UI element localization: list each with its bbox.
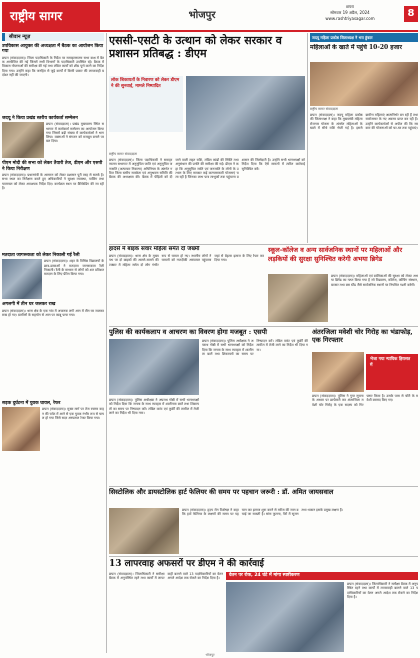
- left-story-4-body: छपरा (संवाददाता)। शहर के विभिन्न विद्यालयों के छात्र-छात्राओं ने मतदाता जागरूकता रैली निकाली। रैली के माध्यम से लोगों को शत प्रतिशत मतदान के लिए प्रेरित किया गया।: [44, 259, 104, 277]
- right-top-headline: महिलाओं के खाते में पहुंचे 10-20 हजार: [310, 44, 402, 51]
- left-story-6-body: छपरा (संवाददाता)। मुख्य मार्ग पर तेज रफ्तार वाहन की चपेट में आने से एक युवक गंभीर रूप से घायल हो गया जिसे सदर अस्पताल रेफर किया गया।: [42, 407, 104, 420]
- police-headline: पुलिस की कार्यकलाप व आचरण का विवरण होगा मजबूत : एसपी: [109, 328, 268, 336]
- final-body: छपरा (संवाददाता)। जिलाधिकारी ने समीक्षा बैठक में अनुपस्थित रहने तथा कार्यों में लापरवाही बरतने वाले 13 पदाधिकारियों का वेतन अगले आदेश तक रोकने का निर्देश दिया है।: [109, 572, 223, 581]
- main-byline: राष्ट्रीय सागर संवाददाता: [109, 152, 138, 156]
- final-headline: 13 लापरवाह अफसरों पर डीएम ने की कार्रवाई: [109, 559, 264, 569]
- masthead-divider: [2, 30, 418, 32]
- left-story-6-headline: सड़क दुर्घटना में युवक घायल, रेफर: [2, 400, 61, 406]
- mid-headline: हादसे में बाइक सवार महिला समेत दो जख्मी: [109, 246, 200, 252]
- left-section-title: सीवान न्यूज़: [2, 33, 104, 41]
- bottom-headline: सिस्टोलिक और डायस्टोलिक हार्ट फेलियर की समय पर पहचान जरूरी : डॉ. अमित जायसवाल: [109, 488, 334, 496]
- final-body-continued: छपरा (संवाददाता)। जिलाधिकारी ने समीक्षा बैठक में अनुपस्थित रहने तथा कार्यों में लापरवाही बरतने वाले 13 पदाधिकारियों का वेतन अगले आदेश तक रोकने का निर्देश दिया है।: [347, 582, 418, 599]
- left-story-5-body: छपरा (संवाददाता)। थाना क्षेत्र के एक गांव में अचानक लगी आग में तीन घर जलकर राख हो गए। ग्रामीणों के सहयोग से आग पर काबू पाया गया।: [2, 308, 104, 318]
- main-body: छपरा (संवाददाता)। जिला पदाधिकारी ने समाहरणालय सभागार में अनुसूचित जाति एवं अनुसूचित जनजाति (अत्याचार निवारण) अधिनियम के अंतर्गत गठित जिला स्तरीय सतर्कता एवं अनुश्रवण समिति की बैठक की अध्यक्षता की। बैठक में पीड़ितों को दी जाने वाली राहत राशि, लंबित कांडों की स्थिति तथा अनुसंधान की प्रगति की समीक्षा की गई। डीएम ने कहा कि अनुसूचित जाति एवं जनजाति के लोगों के उत्थान के लिए सरकार कई कल्याणकारी योजनाएं चला रही है जिनका लाभ पात्र लाभुकों तक पहुंचाना प्रशासन की जिम्मेदारी है। उन्होंने सभी थानाध्यक्षों को निर्देश दिया कि ऐसे मामलों में त्वरित कार्रवाई सुनिश्चित करें।: [109, 158, 305, 180]
- police-body: छपरा (संवाददाता)। पुलिस अधीक्षक ने अपराध गोष्ठी में सभी थानाध्यक्षों को निर्देश दिया कि जनता के साथ व्यवहार में शालीनता बरतें तथा शिकायतों का समय पर निष्पादन करें। लंबित वारंट एवं कुर्की की तामील में तेजी लाने का निर्देश भी दिया गया।: [202, 339, 308, 356]
- right-top-body: छपरा (संवाददाता)। जदयू महिला प्रकोष्ठ की जिलाध्यक्ष ने कहा कि मुख्यमंत्री महिला रोजगार योजना के अंतर्गत महिलाओं के खाते में सीधे राशि भेजी गई है। इससे ग्रामीण महिलाएं आत्मनिर्भर बन रही हैं तथा स्वरोजगार के नए अवसर प्राप्त कर रही हैं। उन्होंने कार्यकर्ताओं से अपील की कि सरकार की योजनाओं को घर-घर तक पहुंचाएं।: [310, 113, 418, 130]
- left-story-3-headline: पीएम मोदी की सभा को लेकर तैयारी तेज, डीएम और एसपी ने किया निरीक्षण: [2, 161, 103, 172]
- school-body: छपरा (संवाददाता)। महिलाओं एवं बालिकाओं की सुरक्षा को लेकर अभया ब्रिगेड का गठन किया गया है जो विद्यालय, कॉलेज, कोचिंग संस्थान, बाजार तथा बस स्टैंड जैसे सार्वजनिक स्थानों पर नियमित गश्ती करेगी।: [331, 274, 418, 287]
- left-story-2-photo: [2, 122, 44, 158]
- masthead-city: भोजपुर: [188, 9, 216, 21]
- left-story-5-headline: अगलगी में तीन घर जलकर राख: [2, 302, 56, 308]
- left-story-2-body: छपरा (संवाददाता)। प्रखंड मुख्यालय स्थित सभागार में कार्यकर्ता सम्मेलन का आयोजन किया गया जिसमें बड़ी संख्या में कार्यकर्ताओं ने भाग लिया। वक्ताओं ने संगठन को मजबूत बनाने पर बल दिया।: [46, 122, 104, 144]
- left-column: [2, 43, 104, 653]
- bottom-body: छपरा (संवाददाता)। हृदय रोग विशेषज्ञ ने कहा कि हार्ट फेलियर के लक्षणों की समय पर पहचान कर इलाज शुरू करने से मरीज की जान बचाई जा सकती है। सांस फूलना, पैरों में सूजन तथा थकान इसके प्रमुख लक्षण हैं।: [182, 508, 343, 517]
- mid-body: छपरा (संवाददाता)। थाना क्षेत्र के मुख्य पथ पर दो बाइकों की आमने-सामने की टक्कर में महिला समेत दो लोग गंभीर रूप से घायल हो गए। स्थानीय लोगों ने घायलों को नजदीकी अस्पताल पहुंचाया जहां से बेहतर इलाज के लिए रेफर कर दिया गया।: [109, 254, 264, 267]
- main-photo: [186, 76, 305, 150]
- crime-callout: भेजा गया न्यायिक हिरासत में: [366, 354, 418, 390]
- crime-headline: अंतरजिला मवेशी चोर गिरोह का भंडाफोड़, एक गिरफ्तार: [312, 328, 413, 344]
- section-rule-4: [109, 556, 418, 557]
- right-top-kicker: जदयू महिला प्रकोष्ठ जिलाध्यक्ष ने भरा हुंकार: [310, 33, 418, 42]
- school-headline: स्कूल-कॉलेज व अन्य सार्वजनिक स्थानों पर महिलाओं और लड़कियों की सुरक्षा सुनिश्चित करेगी अभया ब्रिगेड: [268, 246, 403, 263]
- main-headline: एससी-एसटी के उत्थान को लेकर सरकार व प्रशासन प्रतिबद्ध : डीएम: [109, 34, 282, 60]
- final-subhead: वेतन पर रोक, 24 घंटे में मांगा स्पष्टीकरण: [226, 572, 418, 580]
- left-story-3-body: छपरा (संवाददाता)। प्रधानमंत्री के आगमन को लेकर प्रशासन पूरी तरह से सतर्क है। सभा स्थल का निरीक्षण करते हुए अधिकारियों ने सुरक्षा व्यवस्था, पार्किंग तथा यातायात को लेकर आवश्यक निर्देश दिए। कार्यक्रम स्थल पर बैरिकेडिंग की जा रही है।: [2, 173, 104, 190]
- school-photo: [268, 274, 328, 322]
- final-photo: [226, 582, 344, 652]
- column-rule-left: [106, 33, 107, 653]
- left-story-1-body: छपरा (संवाददाता)। जिला पदाधिकारी के निर्देश पर समाहरणालय सभा कक्ष में बैठक आयोजित की गई जिसमें सभी विभागों के पदाधिकारी उपस्थित रहे। बैठक में विकास योजनाओं की समीक्षा की गई तथा लंबित कार्यों को शीघ्र पूर्ण करने का निर्देश दिया गया। उन्होंने कहा कि जनहित से जुड़े कार्यों में किसी प्रकार की लापरवाही बर्दाश्त नहीं की जाएगी।: [2, 55, 104, 77]
- bottom-photo: [109, 508, 179, 554]
- main-intro: लोक शिकायतों के निवारण को लेकर डीएम ने की सुनवाई, मामले निष्पादित: [111, 78, 180, 89]
- section-rule-1: [109, 244, 418, 245]
- main-intro-box: [109, 76, 183, 132]
- crime-body: छपरा (संवाददाता)। पुलिस ने गुप्त सूचना के आधार पर छापेमारी कर अंतरजिला मवेशी चोर गिरोह के एक सदस्य को गिरफ्तार किया है। उसके पास से चोरी के मवेशी बरामद किए गए।: [312, 394, 418, 407]
- right-top-byline: राष्ट्रीय सागर संवाददाता: [310, 107, 339, 111]
- police-photo: [109, 339, 199, 395]
- right-top-photo: [310, 62, 418, 106]
- footer-label: भोजपुर: [205, 653, 215, 657]
- section-rule-2: [109, 326, 418, 327]
- section-rule-3: [109, 486, 418, 487]
- crime-photo: [312, 352, 364, 392]
- left-story-6-photo: [2, 407, 40, 451]
- police-continued: छपरा (संवाददाता)। पुलिस अधीक्षक ने अपराध गोष्ठी में सभी थानाध्यक्षों को निर्देश दिया कि जनता के साथ व्यवहार में शालीनता बरतें तथा शिकायतों का समय पर निष्पादन करें। लंबित वारंट एवं कुर्की की तामील में तेजी लाने का निर्देश भी दिया गया।: [109, 398, 199, 415]
- left-story-2-headline: जदयू ने किया प्रखंड स्तरीय कार्यकर्ता सम्मेलन: [2, 115, 78, 121]
- meta-city: छपरा: [346, 4, 354, 9]
- left-story-4-headline: मतदाता जागरूकता को लेकर निकाली गई रैली: [2, 253, 80, 259]
- masthead-meta: [300, 4, 400, 22]
- left-story-4-photo: [2, 259, 42, 299]
- meta-date: सोमवार 19 अप्रैल, 2024: [330, 10, 370, 15]
- left-story-1-headline: उपविकास आयुक्त की अध्यक्षता में बैठक का आयोजन किया गया: [2, 44, 104, 55]
- masthead-brand: राष्ट्रीय सागर: [2, 2, 100, 30]
- meta-website: www.rashtriyasagar.com: [325, 16, 375, 21]
- page-number: 8: [404, 6, 418, 22]
- column-rule-right: [307, 33, 308, 243]
